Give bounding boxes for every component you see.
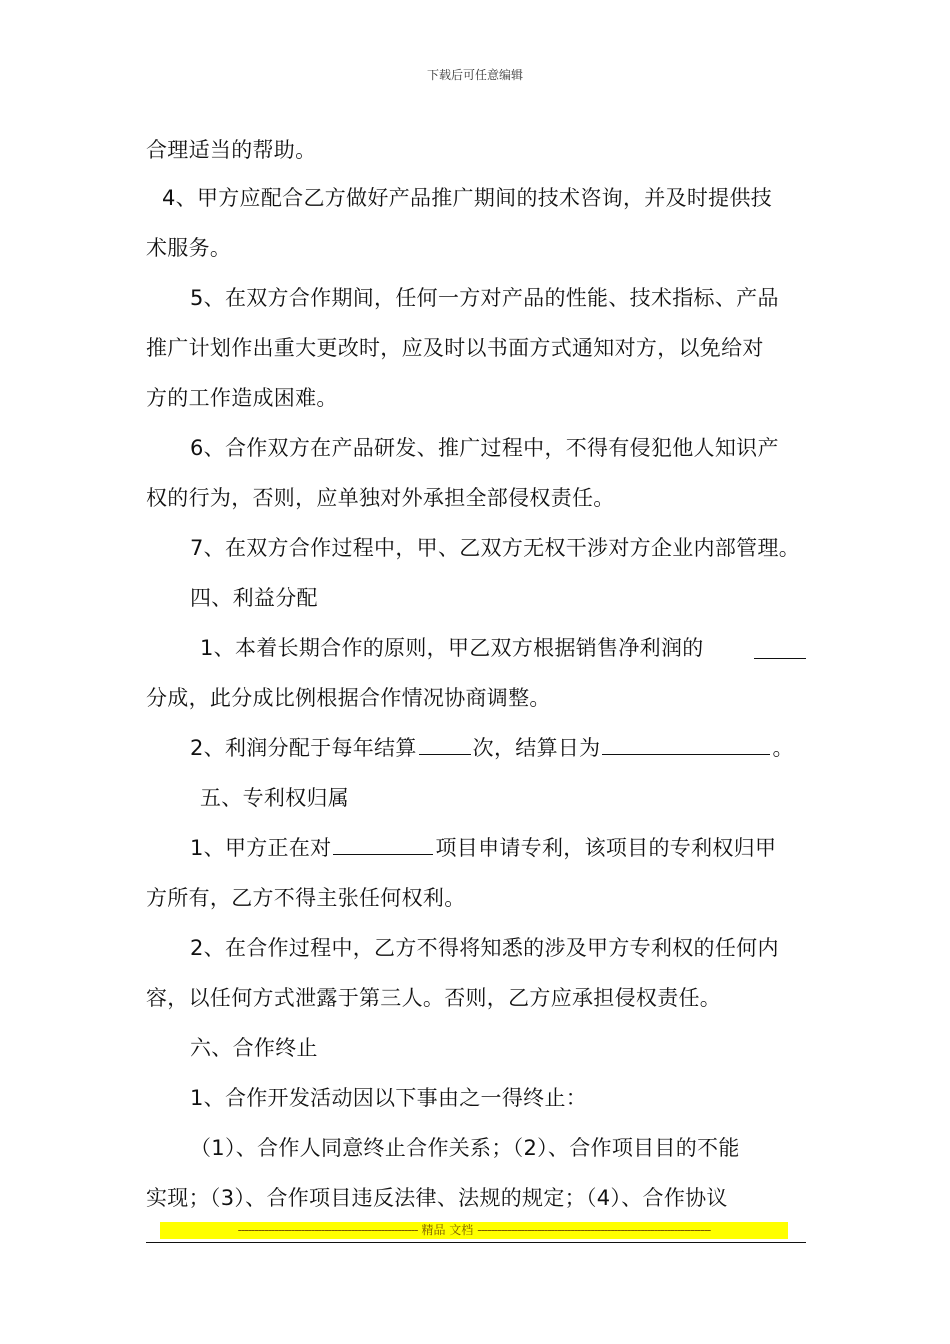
text-line: 7、在双方合作过程中，甲、乙双方无权干涉对方企业内部管理。: [190, 536, 801, 560]
text-fragment: 2、利润分配于每年结算: [190, 736, 417, 760]
text-fragment: 次，结算日为: [472, 736, 601, 760]
text-line: 分成，此分成比例根据合作情况协商调整。: [146, 686, 551, 710]
section-heading: 六、合作终止: [190, 1036, 318, 1060]
text-line: 术服务。: [146, 236, 232, 260]
text-line: 容，以任何方式泄露于第三人。否则，乙方应承担侵权责任。: [146, 986, 722, 1010]
footer-rule: [146, 1242, 806, 1243]
text-fragment: 。: [772, 736, 794, 760]
text-line: 2、在合作过程中，乙方不得将知悉的涉及甲方专利权的任何内: [190, 936, 779, 960]
text-line: [200, 634, 704, 662]
page-header: 下载后可任意编辑: [426, 68, 523, 82]
footer-dashes-right: ----------------------------------------------------------------------: [477, 1223, 711, 1237]
text-line: 实现；（3）、合作项目违反法律、法规的规定；（4）、合作协议: [146, 1186, 728, 1210]
section-heading: 四、利益分配: [190, 586, 318, 610]
footer-banner: [160, 1222, 788, 1239]
text-fragment: 1、甲方正在对: [190, 836, 332, 860]
text-line: [190, 734, 794, 762]
text-line: （1）、合作人同意终止合作关系；（2）、合作项目目的不能: [190, 1136, 740, 1160]
text-line: 方的工作造成困难。: [146, 386, 338, 410]
text-line: 1、合作开发活动因以下事由之一得终止：: [190, 1086, 588, 1110]
fill-in-blank: [754, 638, 806, 659]
fill-in-blank: [419, 734, 471, 755]
fill-in-blank: [333, 834, 433, 855]
text-line: 5、在双方合作期间，任何一方对产品的性能、技术指标、产品: [190, 286, 779, 310]
fill-in-blank: [602, 734, 770, 755]
footer-label: 精品 文档: [421, 1223, 474, 1237]
section-heading: 五、专利权归属: [200, 786, 350, 810]
text-line: 6、合作双方在产品研发、推广过程中，不得有侵犯他人知识产: [190, 436, 779, 460]
text-line: 4、甲方应配合乙方做好产品推广期间的技术咨询，并及时提供技: [162, 186, 773, 210]
text-fragment: 1、本着长期合作的原则，甲乙双方根据销售净利润的: [200, 636, 704, 660]
footer-dashes-left: ------------------------------------------------------: [237, 1223, 418, 1237]
text-line: 推广计划作出重大更改时，应及时以书面方式通知对方，以免给对: [146, 336, 764, 360]
text-line: 方所有，乙方不得主张任何权利。: [146, 886, 466, 910]
text-line: 合理适当的帮助。: [146, 138, 317, 162]
text-line: 权的行为，否则，应单独对外承担全部侵权责任。: [146, 486, 615, 510]
text-fragment: 项目申请专利，该项目的专利权归甲: [435, 836, 777, 860]
text-line: [190, 834, 776, 862]
